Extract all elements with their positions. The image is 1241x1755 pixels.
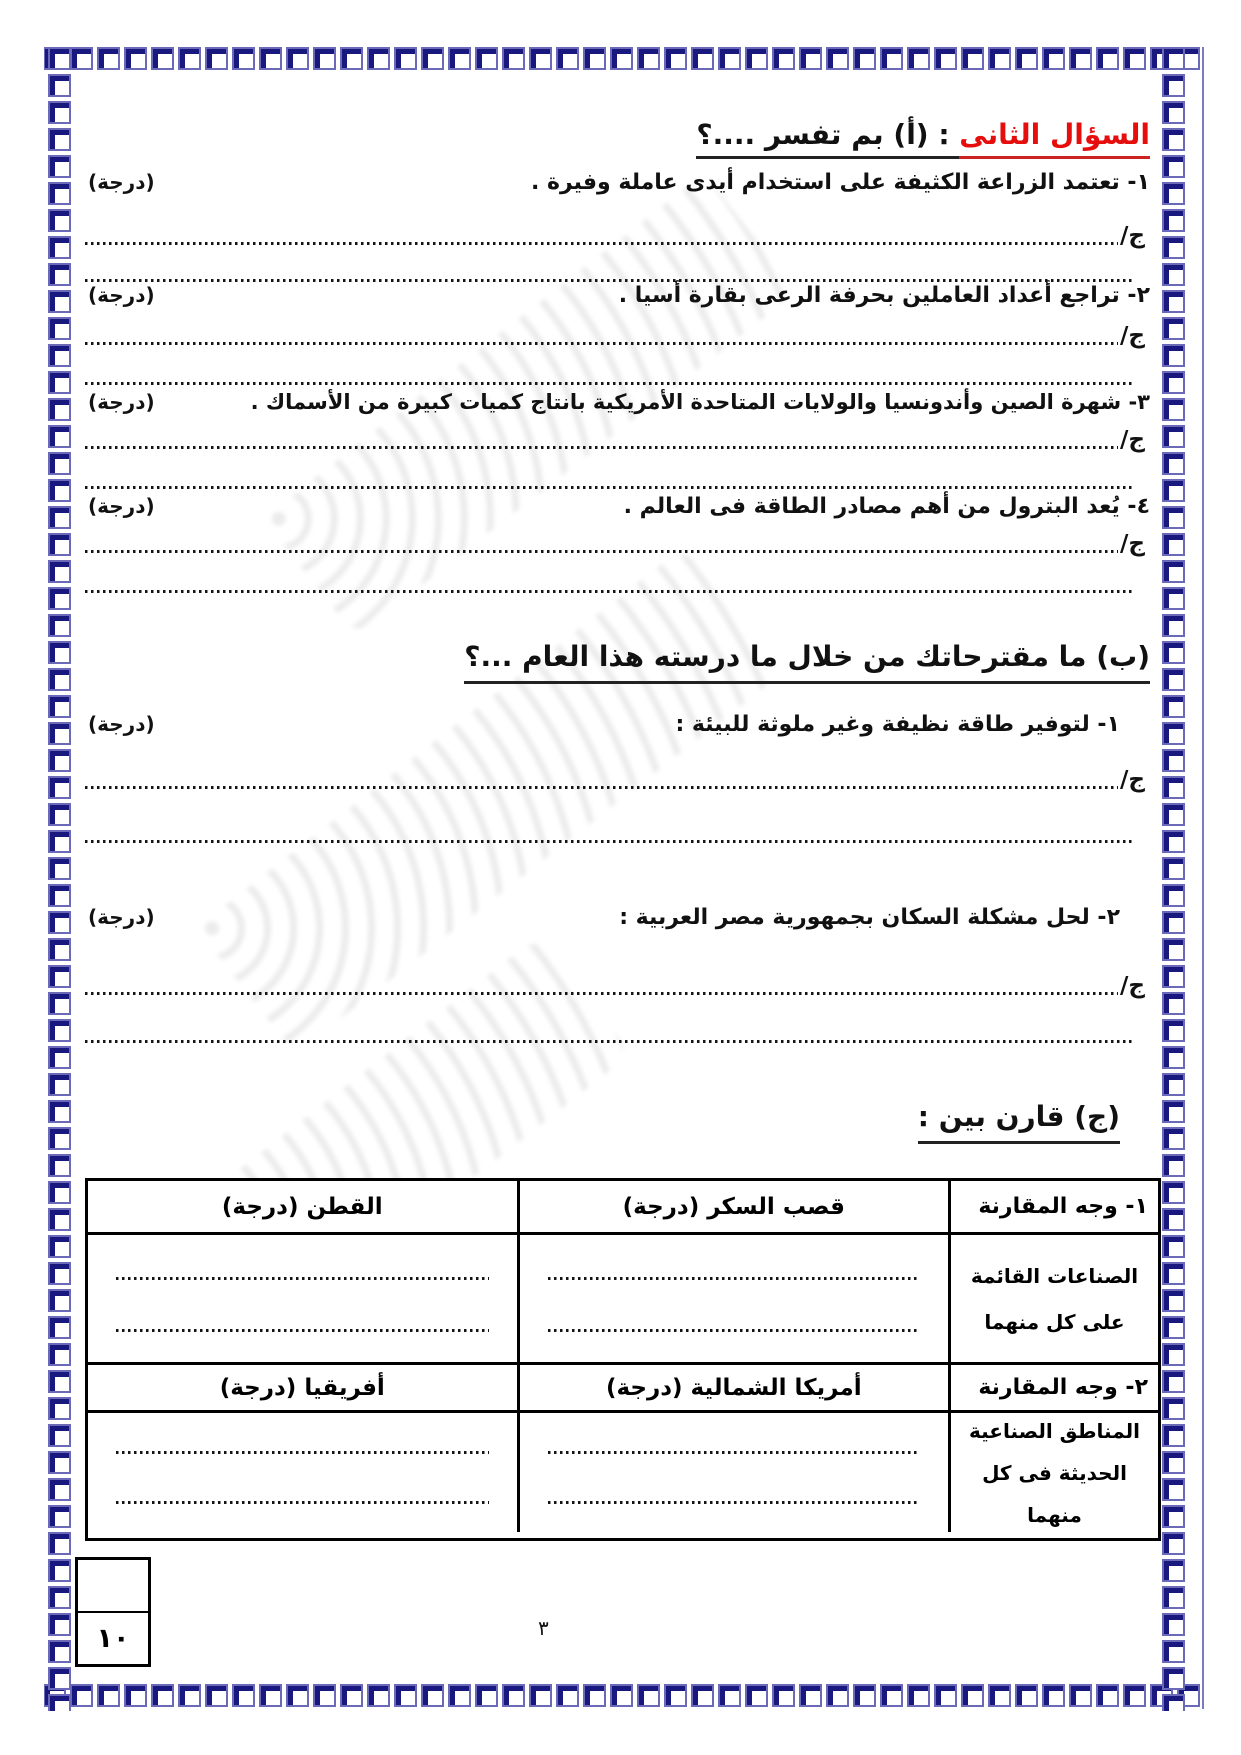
question-a3 [88, 390, 1150, 414]
section-b-heading: (ب) ما مقترحاتك من خلال ما درسته هذا العام ...؟ [464, 640, 1150, 684]
comparison-table [85, 1178, 1161, 1541]
question-a1-text: ١- تعتمد الزراعة الكثيفة على استخدام أيدى عاملة وفيرة . [530, 170, 1150, 195]
question-b2 [88, 905, 1120, 930]
answer-cell-africa [88, 1413, 517, 1532]
dotted-line [85, 486, 1135, 489]
aspect-header-2: ٢- وجه المقارنة [948, 1365, 1158, 1410]
question-a3-text: ٣- شهرة الصين وأندونسيا والولايات المتاحدة الأمريكية بانتاج كميات كبيرة من الأسماك . [250, 390, 1150, 414]
answer-prefix: ج/ [1120, 323, 1145, 349]
question-b1-text: ١- لتوفير طاقة نظيفة وغير ملوثة للبيئة : [675, 712, 1120, 737]
col-header-sugarcane: قصب السكر (درجة) [517, 1181, 949, 1232]
dotted-line [548, 1329, 921, 1332]
answer-cell-north-america [517, 1413, 949, 1532]
answer-prefix: ج/ [1120, 427, 1145, 453]
section-a-heading-black: : (أ) بم تفسر ....؟ [696, 118, 959, 159]
page-number: ٣ [538, 1616, 549, 1640]
aspect-label-1: الصناعات القائمة على كل منهما [948, 1235, 1158, 1362]
score-box [75, 1557, 151, 1667]
dotted-line [548, 1501, 921, 1504]
table-body-row-1 [88, 1235, 1158, 1365]
table-body-row-2 [88, 1413, 1158, 1532]
answer-line-a2 [85, 318, 1145, 348]
answer-cell-sugarcane [517, 1235, 949, 1362]
dotted-line [85, 279, 1135, 282]
question-a1-mark: (درجة) [88, 170, 155, 194]
question-a2 [88, 283, 1150, 308]
dotted-line [85, 550, 1118, 553]
question-b1 [88, 712, 1120, 737]
answer-prefix: ج/ [1120, 223, 1145, 249]
dotted-line [85, 590, 1135, 593]
question-b1-mark: (درجة) [88, 712, 155, 736]
score-box-empty-cell [78, 1560, 148, 1613]
answer-line-a1 [85, 218, 1145, 248]
answer-cell-cotton [88, 1235, 517, 1362]
question-a2-mark: (درجة) [88, 283, 155, 307]
score-box-total: ١٠ [96, 1623, 130, 1654]
col-header-africa: أفريقيا (درجة) [219, 1374, 385, 1401]
question-a4 [88, 494, 1150, 519]
dotted-line [548, 1451, 921, 1454]
question-a2-text: ٢- تراجع أعداد العاملين بحرفة الرعى بقارة أسيا . [618, 283, 1150, 308]
answer-prefix: ج/ [1120, 531, 1145, 557]
col-header-north-america: أمريكا الشمالية (درجة) [517, 1365, 949, 1410]
section-a-heading-red: السؤال الثانى [959, 118, 1150, 159]
table-header-row-2 [88, 1365, 1158, 1413]
table-header-row-1 [88, 1181, 1158, 1235]
dotted-line [85, 342, 1118, 345]
aspect-label-2: المناطق الصناعية الحديثة فى كل منهما [948, 1413, 1158, 1532]
aspect-header-1: ١- وجه المقارنة [948, 1181, 1158, 1232]
dotted-line [85, 382, 1135, 385]
question-b2-mark: (درجة) [88, 905, 155, 929]
dotted-line [116, 1501, 489, 1504]
question-a4-text: ٤- يُعد البترول من أهم مصادر الطاقة فى العالم . [623, 494, 1150, 519]
answer-line-a4 [85, 526, 1145, 556]
question-b2-text: ٢- لحل مشكلة السكان بجمهورية مصر العربية : [619, 905, 1120, 930]
question-a3-mark: (درجة) [88, 390, 155, 414]
dotted-line [85, 786, 1118, 789]
question-a4-mark: (درجة) [88, 494, 155, 518]
dotted-line [85, 1040, 1135, 1043]
col-header-cotton: القطن (درجة) [221, 1193, 383, 1220]
dotted-line [85, 992, 1118, 995]
question-a1 [88, 170, 1150, 195]
section-c-heading: (ج) قارن بين : [918, 1100, 1120, 1144]
dotted-line [85, 242, 1118, 245]
dotted-line [85, 840, 1135, 843]
dotted-line [116, 1329, 489, 1332]
answer-line-b2 [85, 968, 1145, 998]
section-a-heading [696, 118, 1150, 151]
dotted-line [85, 446, 1118, 449]
dotted-line [116, 1451, 489, 1454]
answer-line-a3 [85, 422, 1145, 452]
answer-prefix: ج/ [1120, 767, 1145, 793]
answer-line-b1 [85, 762, 1145, 792]
answer-prefix: ج/ [1120, 973, 1145, 999]
dotted-line [548, 1277, 921, 1280]
dotted-line [116, 1277, 489, 1280]
